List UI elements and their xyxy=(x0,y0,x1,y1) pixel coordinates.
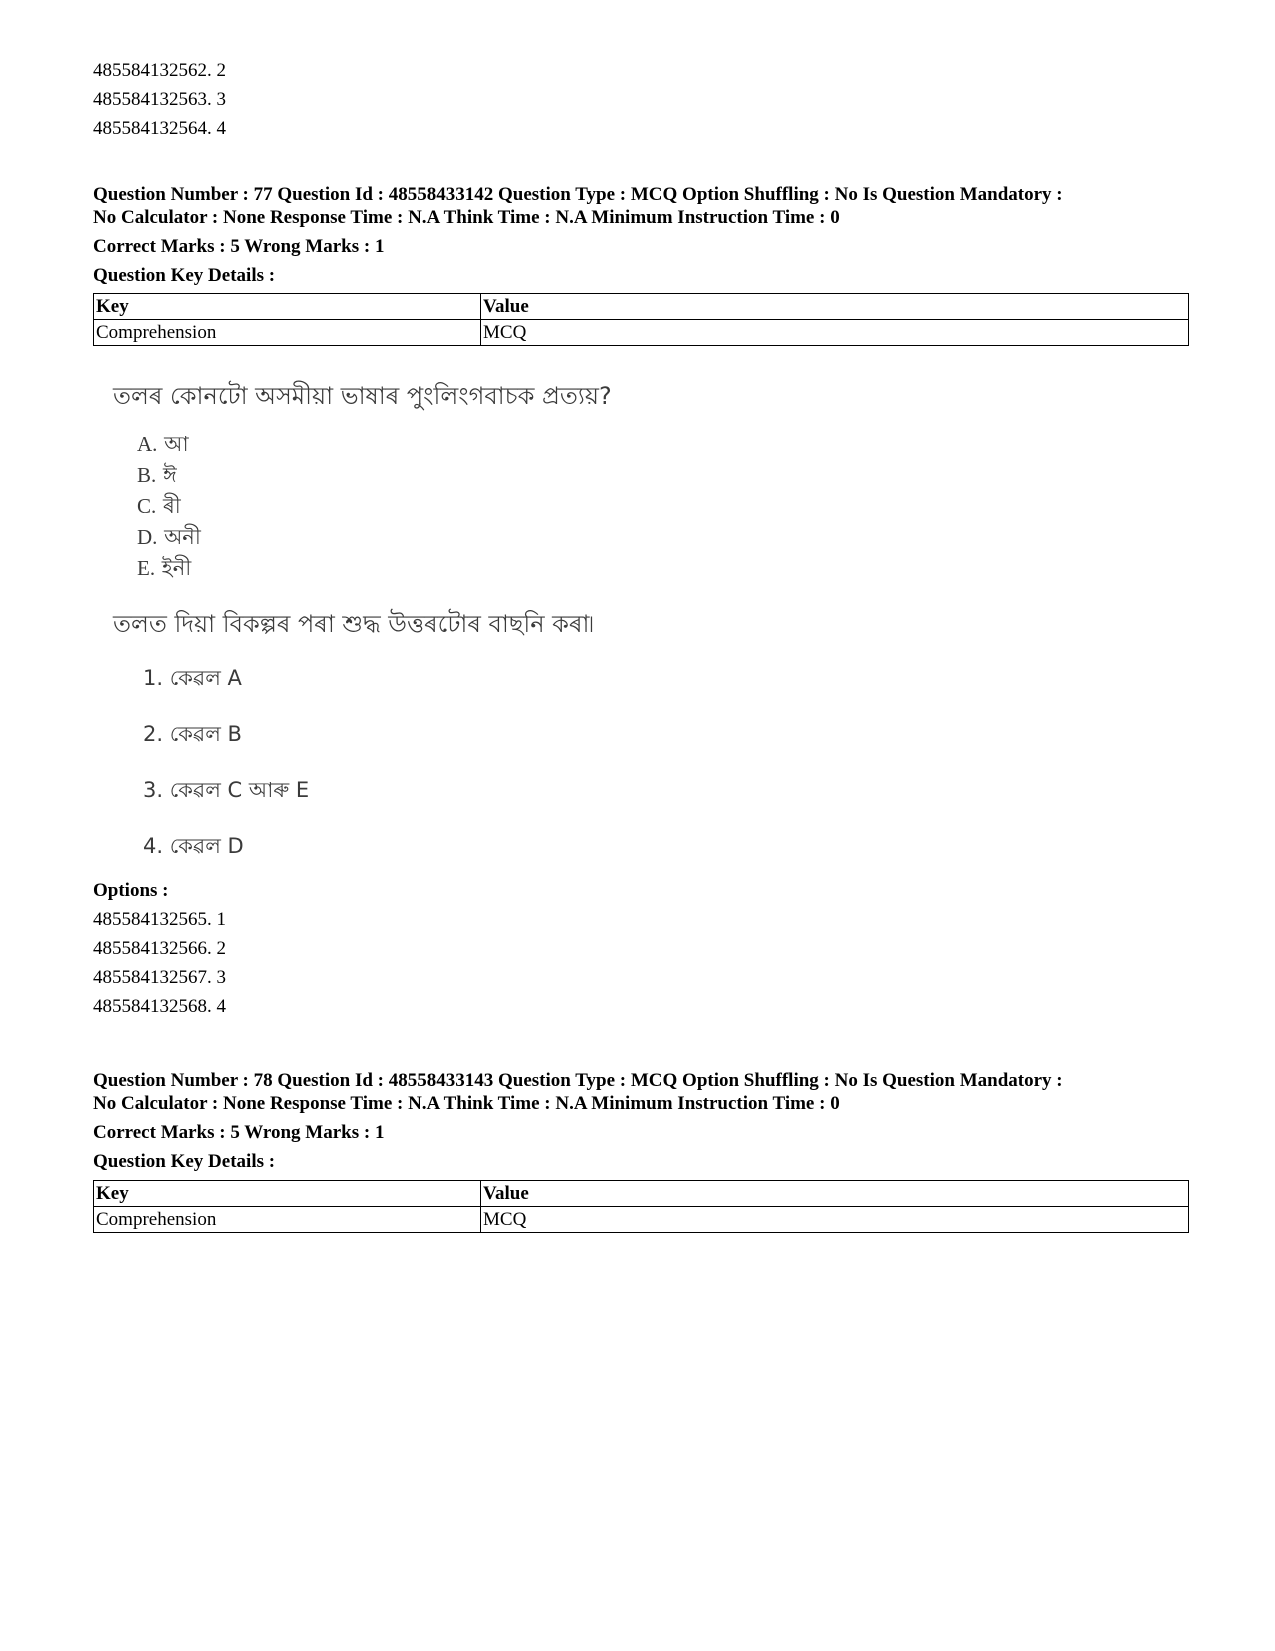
statement-text: আ xyxy=(164,432,189,456)
table-row xyxy=(94,320,1189,346)
statement-item xyxy=(137,552,191,587)
option-line: 485584132567. 3 xyxy=(93,967,226,988)
question-header-line: Question Number : 78 Question Id : 48558433143 Question Type : MCQ Option Shuffling : No Is Question Mandatory : xyxy=(93,1070,1063,1091)
statement-text: ইনী xyxy=(161,556,192,580)
table-cell-value: MCQ xyxy=(481,1207,1189,1233)
question-header-line: No Calculator : None Response Time : N.A Think Time : N.A Minimum Instruction Time : 0 xyxy=(93,1093,840,1114)
question-header-line: Question Number : 77 Question Id : 48558433142 Question Type : MCQ Option Shuffling : No Is Question Mandatory : xyxy=(93,184,1063,205)
statement-label: C. xyxy=(137,494,157,518)
option-line: 485584132566. 2 xyxy=(93,938,226,959)
statement-item xyxy=(137,490,181,525)
question-key-details-label: Question Key Details : xyxy=(93,1151,276,1172)
question-key-details-label: Question Key Details : xyxy=(93,265,276,286)
statement-item xyxy=(137,521,201,556)
question-77-header xyxy=(93,183,1193,229)
question-marks: Correct Marks : 5 Wrong Marks : 1 xyxy=(93,1122,385,1143)
table-header-row xyxy=(94,1181,1189,1207)
answer-choice: 2. কেৱল B xyxy=(143,722,242,746)
statement-label: B. xyxy=(137,463,157,487)
option-line: 485584132565. 1 xyxy=(93,909,226,930)
statement-item xyxy=(137,459,177,494)
question-stem: তলৰ কোনটো অসমীয়া ভাষাৰ পুংলিংগবাচক প্ৰত্যয়? xyxy=(113,382,612,410)
option-line: 485584132568. 4 xyxy=(93,996,226,1017)
statement-label: D. xyxy=(137,525,158,549)
option-line: 485584132563. 3 xyxy=(93,89,226,110)
table-cell-key: Comprehension xyxy=(94,1207,481,1233)
option-line: 485584132564. 4 xyxy=(93,118,226,139)
table-header-key: Key xyxy=(94,1181,481,1207)
statement-text: ঈ xyxy=(162,463,177,487)
option-line: 485584132562. 2 xyxy=(93,60,226,81)
question-body xyxy=(93,368,1093,868)
answer-choice: 3. কেৱল C আৰু E xyxy=(143,778,310,802)
statement-text: ৰী xyxy=(162,494,181,518)
question-marks: Correct Marks : 5 Wrong Marks : 1 xyxy=(93,236,385,257)
answer-choice: 1. কেৱল A xyxy=(143,666,242,690)
statement-label: E. xyxy=(137,556,156,580)
table-cell-key: Comprehension xyxy=(94,320,481,346)
question-header-line: No Calculator : None Response Time : N.A Think Time : N.A Minimum Instruction Time : 0 xyxy=(93,207,840,228)
table-row xyxy=(94,1207,1189,1233)
statement-item xyxy=(137,428,189,463)
question-key-table xyxy=(93,293,1189,346)
question-78-header xyxy=(93,1069,1193,1115)
table-header-key: Key xyxy=(94,294,481,320)
question-instruction: তলত দিয়া বিকল্পৰ পৰা শুদ্ধ উত্তৰটোৰ বাছনি কৰা৷ xyxy=(113,610,594,638)
statement-text: অনী xyxy=(164,525,201,549)
table-cell-value: MCQ xyxy=(481,320,1189,346)
statement-label: A. xyxy=(137,432,158,456)
options-label: Options : xyxy=(93,880,169,901)
table-header-value: Value xyxy=(481,294,1189,320)
question-key-table xyxy=(93,1180,1189,1233)
table-header-row xyxy=(94,294,1189,320)
table-header-value: Value xyxy=(481,1181,1189,1207)
answer-choice: 4. কেৱল D xyxy=(143,834,244,858)
